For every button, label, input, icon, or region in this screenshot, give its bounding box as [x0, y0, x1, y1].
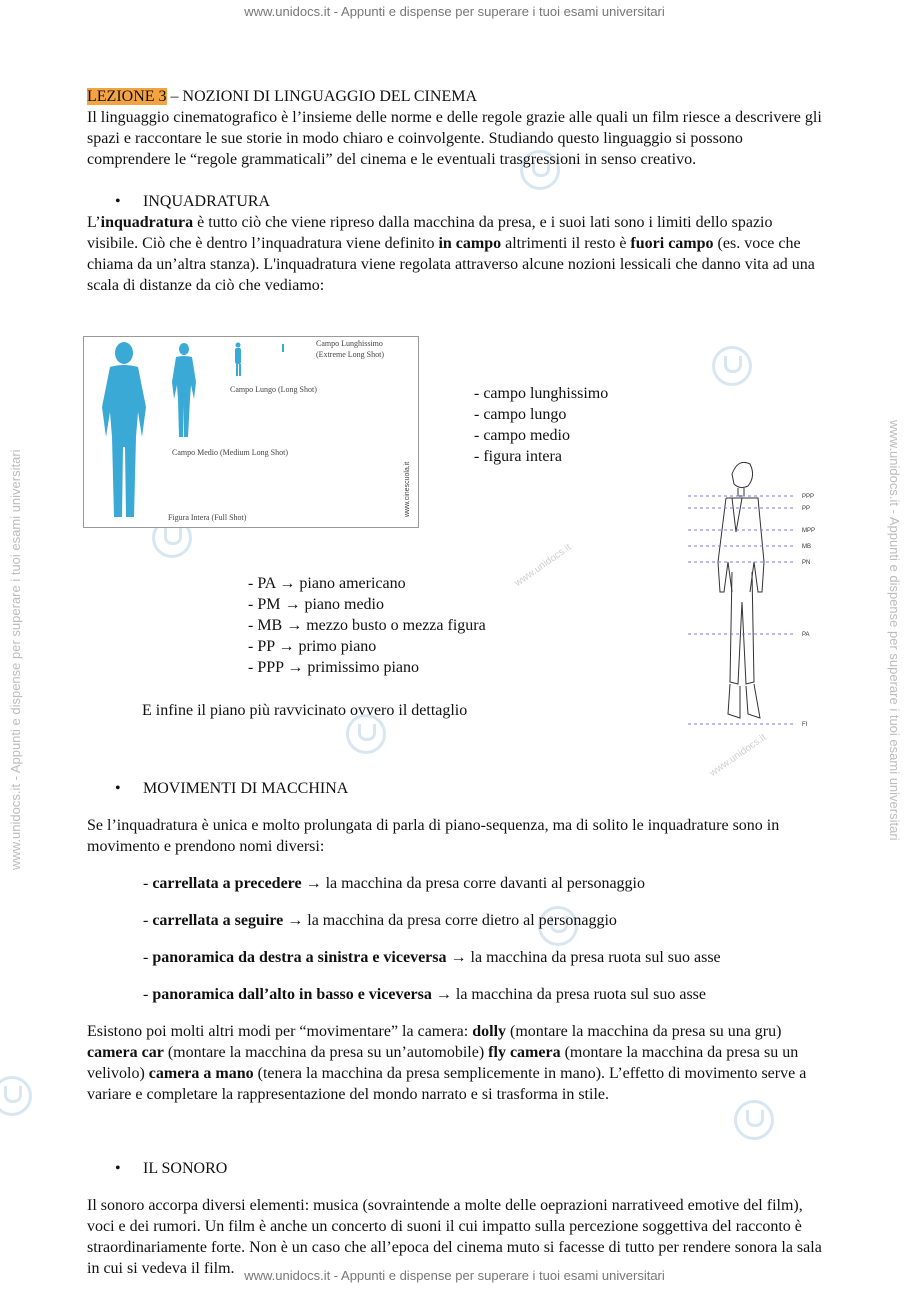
shot-level-image [688, 452, 828, 736]
heading-text: MOVIMENTI DI MACCHINA [143, 780, 349, 797]
large-figure-icon [102, 342, 146, 517]
lesson-title-text: – NOZIONI DI LINGUAGGIO DEL CINEMA [166, 88, 477, 105]
watermark-footer: www.unidocs.it - Appunti e dispense per superare i tuoi esami universitari [244, 1268, 665, 1283]
list-item: - PPP → primissimo piano [248, 659, 419, 676]
watermark-logo-icon [712, 346, 752, 386]
watermark-diagonal: www.unidocs.it [512, 542, 574, 589]
woman-figure-icon [718, 462, 764, 718]
watermark-left: www.unidocs.it - Appunti e dispense per superare i tuoi esami universitari [8, 449, 23, 870]
movimenti-paragraph: Se l’inquadratura è unica e molto prolungata di parla di piano-sequenza, ma di solito le inquadrature sono in movimento e prendono nomi diversi: [87, 817, 780, 855]
label-mpp: MPP [802, 528, 816, 534]
label-campo-lunghissimo: Campo Lunghissimo [316, 339, 383, 348]
list-item: - PM → piano medio [248, 596, 384, 613]
bullet-icon: • [115, 780, 121, 797]
heading-text: IL SONORO [143, 1160, 228, 1177]
lesson-number: LEZIONE 3 [87, 88, 167, 105]
tiny-figure-icon [282, 344, 284, 352]
watermark-header: www.unidocs.it - Appunti e dispense per superare i tuoi esami universitari [244, 4, 665, 19]
label-extreme-long-shot: (Extreme Long Shot) [316, 350, 384, 359]
watermark-diagonal: www.unidocs.it [707, 732, 769, 779]
heading-text: INQUADRATURA [143, 193, 271, 210]
label-fi: FI [802, 722, 808, 728]
shot-scale-image [83, 336, 419, 528]
watermark-logo-icon [0, 1076, 32, 1116]
bullet-icon: • [115, 193, 121, 210]
label-mb: MB [802, 544, 811, 550]
medium-figure-icon [172, 343, 196, 437]
bullet-icon: • [115, 1160, 121, 1177]
movimenti-paragraph-2: Esistono poi molti altri modi per “movimentare” la camera: dolly (montare la macchina da presa su una gru) camera car (montare la macchina da presa su un’automobile) fly camera (montare la macchina da presa su un velivolo) camera a mano (tenera la macchina da presa semplicemente in mano). L’effetto di movimento serve a variare e completare la rappresentazione del mondo narrato e si trasforma in stile. [87, 1023, 807, 1103]
document-body-2 [87, 762, 827, 1295]
list-item: - panoramica da destra a sinistra e viceversa → la macchina da presa ruota sul suo asse [143, 949, 721, 966]
label-pp: PP [802, 506, 811, 512]
section-heading-movimenti [87, 778, 827, 799]
sonoro-paragraph: Il sonoro accorpa diversi elementi: musica (sovraintende a molte delle oeprazioni narrativeed emotive del film), voci e dei rumori. Un film è anche un concerto di suoni il cui impatto sulla percezione soggettiva del racconto è straordinariamente forte. Non è un caso che all’epoca del cinema muto si facesse di tutto per rendere sonora la sala in cui si vedeva il film. [87, 1197, 822, 1277]
campo-list [474, 383, 608, 467]
inquadratura-paragraph: L’inquadratura è tutto ciò che viene ripreso dalla macchina da presa, e i suoi lati sono i limiti dello spazio visibile. Ciò che è dentro l’inquadratura viene definito in campo altrimenti il resto è fuori campo (es. voce che chiama da un’altra stanza). L'inquadratura viene regolata attraverso alcune nozioni lessicali che danno vita ad una scala di distanze da ciò che vediamo: [87, 214, 815, 294]
document-body [87, 86, 827, 296]
label-campo-medio: Campo Medio (Medium Long Shot) [172, 448, 288, 457]
piano-list [248, 573, 486, 678]
list-item: - PA → piano americano [248, 575, 406, 592]
small-figure-icon [235, 343, 241, 377]
list-item: - carrellata a precedere → la macchina da presa corre davanti al personaggio [143, 875, 645, 892]
label-figura-intera: Figura Intera (Full Shot) [168, 513, 247, 522]
label-site: www.cinescuola.it [404, 461, 411, 517]
lesson-title [87, 86, 827, 107]
label-pa: PA [802, 632, 810, 638]
label-campo-lungo: Campo Lungo (Long Shot) [230, 385, 317, 394]
section-heading-inquadratura [87, 191, 827, 212]
list-item: - figura intera [474, 448, 562, 465]
list-item: - carrellata a seguire → la macchina da presa corre dietro al personaggio [143, 912, 617, 929]
list-item: - MB → mezzo busto o mezza figura [248, 617, 486, 634]
list-item: - panoramica dall’alto in basso e viceversa → la macchina da presa ruota sul suo asse [143, 986, 707, 1003]
label-pn: PN [802, 560, 811, 566]
list-item: - PP → primo piano [248, 638, 377, 655]
intro-paragraph: Il linguaggio cinematografico è l’insieme delle norme e delle regole grazie alle quali un film riesce a descrivere gli spazi e raccontare le sue storie in modo chiaro e coinvolgente. Studiando questo linguaggio si possono comprendere le “regole grammaticali” del cinema e le eventuali trasgressioni in senso creativo. [87, 109, 822, 168]
watermark-right: www.unidocs.it - Appunti e dispense per superare i tuoi esami universitari [887, 420, 902, 841]
dettaglio-text: E infine il piano più ravvicinato ovvero il dettaglio [142, 702, 468, 719]
list-item: - campo lungo [474, 406, 567, 423]
list-item: - campo medio [474, 427, 570, 444]
list-item: - campo lunghissimo [474, 385, 609, 402]
label-ppp: PPP [802, 494, 815, 500]
section-heading-sonoro [87, 1158, 827, 1179]
